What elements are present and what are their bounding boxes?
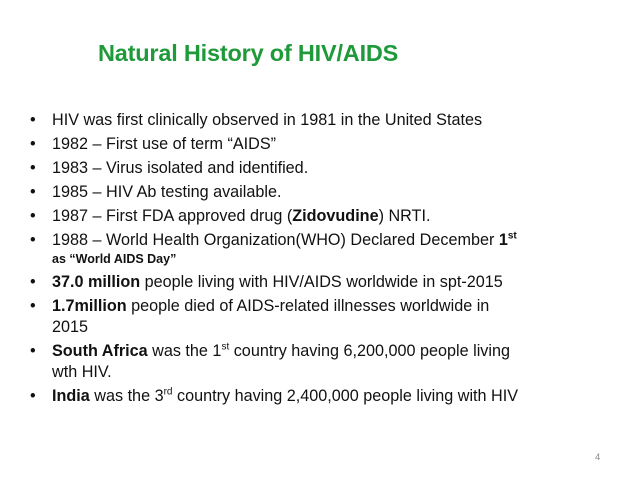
bullet-text-post: ) NRTI. <box>378 207 431 225</box>
bullet-text-pre: 1987 – First FDA approved drug ( <box>52 207 293 225</box>
bullet-marker: • <box>30 231 36 249</box>
bullet-item <box>30 110 615 131</box>
bullet-text: 1985 – HIV Ab testing available. <box>52 183 282 201</box>
page-number: 4 <box>595 452 601 463</box>
slide-title: Natural History of HIV/AIDS <box>98 40 399 66</box>
bullet-text-post: people died of AIDS-related illnesses worldwide in <box>126 297 490 315</box>
ordinal-suffix: rd <box>163 386 173 398</box>
bullet-text-post: country having 6,200,000 people living <box>229 342 511 360</box>
stat-highlight: 1.7million <box>52 297 127 315</box>
bullet-text-post: country having 2,400,000 people living with HIV <box>172 387 519 405</box>
bullet-item <box>30 341 615 383</box>
ordinal-suffix: st <box>507 230 517 242</box>
bullet-item <box>30 158 615 179</box>
bullet-marker: • <box>30 183 36 201</box>
bullet-text-line2: as “World AIDS Day” <box>52 252 177 266</box>
bullet-text-pre: 1988 – World Health Organization(WHO) Declared December <box>52 231 499 249</box>
date-number: 1 <box>498 231 508 249</box>
bullet-item <box>30 206 615 227</box>
bullet-text-line2: 2015 <box>52 318 89 336</box>
bullet-text: 1983 – Virus isolated and identified. <box>52 159 309 177</box>
bullet-item <box>30 182 615 203</box>
bullet-text-mid: was the 1 <box>147 342 222 360</box>
bullet-marker: • <box>30 342 36 360</box>
bullet-item <box>30 386 615 407</box>
bullet-marker: • <box>30 207 36 225</box>
bullet-marker: • <box>30 111 36 129</box>
bullet-text: 1982 – First use of term “AIDS” <box>52 135 277 153</box>
country-name: South Africa <box>52 342 148 360</box>
bullet-text-post: people living with HIV/AIDS worldwide in spt-2015 <box>140 273 503 291</box>
bullet-item <box>30 230 615 268</box>
bullet-text: HIV was first clinically observed in 1981 in the United States <box>52 111 483 129</box>
bullet-item <box>30 296 615 338</box>
bullet-marker: • <box>30 297 36 315</box>
ordinal-suffix: st <box>221 341 230 353</box>
stat-highlight: 37.0 million <box>52 273 141 291</box>
drug-name: Zidovudine <box>292 207 379 225</box>
bullet-text-line2: wth HIV. <box>52 363 112 381</box>
bullet-list <box>30 110 615 410</box>
bullet-text-mid: was the 3 <box>89 387 164 405</box>
country-name: India <box>52 387 90 405</box>
bullet-item <box>30 272 615 293</box>
bullet-item <box>30 134 615 155</box>
bullet-marker: • <box>30 159 36 177</box>
bullet-marker: • <box>30 135 36 153</box>
bullet-marker: • <box>30 387 36 405</box>
bullet-marker: • <box>30 273 36 291</box>
